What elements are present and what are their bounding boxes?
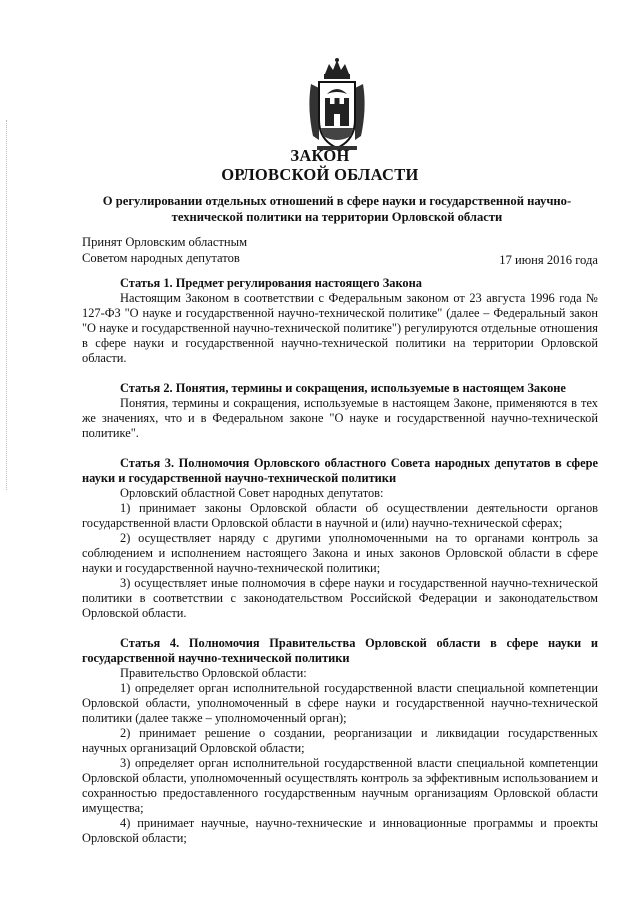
article-heading: Статья 4. Полномочия Правительства Орловской области в сфере науки и государственной научно-технической политики — [82, 636, 598, 665]
law-region: ОРЛОВСКОЙ ОБЛАСТИ — [221, 165, 419, 184]
article-4 — [82, 636, 598, 846]
article-paragraph: Понятия, термины и сокращения, используемые в настоящем Законе, применяются в тех же значениях, что и в Федеральном законе "О науке и государственной научно-технической политике". — [82, 396, 598, 440]
article-paragraph: 3) осуществляет иные полномочия в сфере науки и государственной научно-технической политики в соответствии с законодательством Российской Федерации и законодательством Орловской области. — [82, 576, 598, 620]
article-paragraph: 1) принимает законы Орловской области об осуществлении деятельности органов государственной власти Орловской области в научной и (или) научно-технической сферах; — [82, 501, 598, 530]
article-paragraph: Орловский областной Совет народных депутатов: — [120, 486, 384, 500]
article-3 — [82, 456, 598, 621]
article-paragraph: 2) принимает решение о создании, реорганизации и ликвидации государственных научных организаций Орловской области; — [82, 726, 598, 755]
law-body — [82, 276, 598, 846]
adoption-line-2: Советом народных депутатов — [82, 251, 240, 265]
article-paragraph: 1) определяет орган исполнительной государственной власти специальной компетенции Орловской области, уполномоченный в сфере науки и государственной научно-технической политики (далее также – уполномоченный орган); — [82, 681, 598, 725]
article-heading: Статья 2. Понятия, термины и сокращения, используемые в настоящем Законе — [120, 381, 566, 395]
adoption-date: 17 июня 2016 года — [499, 253, 598, 267]
article-paragraph: 4) принимает научные, научно-технические и инновационные программы и проекты Орловской области; — [82, 816, 598, 845]
coat-of-arms-icon — [303, 58, 371, 154]
law-title: ЗАКОН — [290, 146, 350, 165]
adoption-line-1: Принят Орловским областным — [82, 235, 248, 249]
adoption-block — [82, 234, 247, 266]
article-paragraph: Правительство Орловской области: — [120, 666, 307, 680]
article-heading: Статья 1. Предмет регулирования настоящего Закона — [120, 276, 422, 290]
article-1 — [82, 276, 598, 366]
article-paragraph: Настоящим Законом в соответствии с Федеральным законом от 23 августа 1996 года № 127-ФЗ "О науке и государственной научно-технической политике" (далее – Федеральный закон "О науке и государственной научно-технической политике") регулируются отдельные отношения в сфере науки и государственной научно-технической политики на территории Орловской области. — [82, 291, 598, 365]
article-paragraph: 3) определяет орган исполнительной государственной власти специальной компетенции Орловской области, уполномоченный осуществлять контроль за эффективным использованием и сохранностью предоставленного государственным научным организациям Орловской области имущества; — [82, 756, 598, 815]
law-subtitle: О регулировании отдельных отношений в сфере науки и государственной научно-технической политики на территории Орловской области — [102, 194, 572, 224]
article-2 — [82, 381, 598, 441]
article-paragraph: 2) осуществляет наряду с другими уполномоченными на то органами контроль за соблюдением и исполнением настоящего Закона и иных законов Орловской области в сфере науки и государственной научно-технической политики; — [82, 531, 598, 575]
article-heading: Статья 3. Полномочия Орловского областного Совета народных депутатов в сфере науки и государственной научно-технической политики — [82, 456, 598, 485]
